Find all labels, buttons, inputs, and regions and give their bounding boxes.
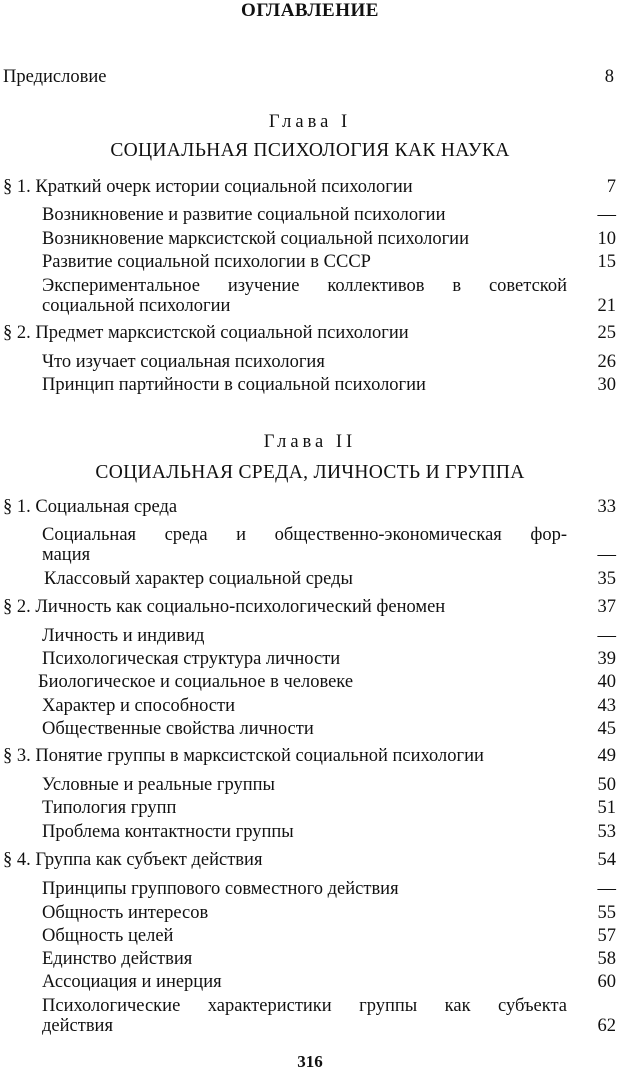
footer-page-number: 316 xyxy=(297,1052,323,1071)
toc-page-number: — xyxy=(597,626,616,646)
toc-page-number: 26 xyxy=(597,352,616,372)
toc-page-number: 57 xyxy=(597,926,616,946)
toc-page-number: 7 xyxy=(606,177,616,197)
toc-section-label: § 2. Предмет марксистской социальной психологии xyxy=(3,323,409,343)
toc-entry-label: Личность и индивид xyxy=(42,626,205,646)
toc-entry-label: Предисловие xyxy=(3,67,107,87)
toc-entry-label: Экспериментальное изучение коллективов в советской xyxy=(42,276,567,296)
toc-section-label: § 1. Краткий очерк истории социальной психологии xyxy=(3,177,413,197)
chapter-title: СОЦИАЛЬНАЯ СРЕДА, ЛИЧНОСТЬ И ГРУППА xyxy=(95,462,525,483)
chapter-title: СОЦИАЛЬНАЯ ПСИХОЛОГИЯ КАК НАУКА xyxy=(110,140,510,161)
toc-page-number: 45 xyxy=(597,719,616,739)
toc-entry-label: Типология групп xyxy=(42,798,177,818)
chapter-number: Глава I xyxy=(268,112,352,132)
toc-page-number: 37 xyxy=(597,597,616,617)
toc-page-number: 58 xyxy=(597,949,616,969)
toc-entry-label: Что изучает социальная психология xyxy=(42,352,325,372)
toc-entry-label: социальной психологии xyxy=(42,296,231,316)
toc-page-number: 10 xyxy=(597,229,616,249)
toc-entry-label: Психологические характеристики группы как субъекта xyxy=(42,996,567,1016)
toc-entry-label: Общность интересов xyxy=(42,903,209,923)
toc-page-number: 51 xyxy=(597,798,616,818)
toc-page-number: 33 xyxy=(597,497,616,517)
toc-page-number: — xyxy=(597,545,616,565)
toc-page-number: 8 xyxy=(604,67,614,87)
toc-entry-label: Проблема контактности группы xyxy=(42,822,294,842)
toc-entry-label: Общность целей xyxy=(42,926,174,946)
toc-page-number: 39 xyxy=(597,649,616,669)
toc-entry-label: Возникновение марксистской социальной психологии xyxy=(42,229,469,249)
toc-page-number: 62 xyxy=(597,1016,616,1036)
toc-entry-label: Возникновение и развитие социальной психологии xyxy=(42,205,446,225)
toc-page-number: 43 xyxy=(597,696,616,716)
toc-entry-label: Единство действия xyxy=(42,949,193,969)
toc-entry-label: мация xyxy=(42,545,91,565)
toc-entry-label: Классовый характер социальной среды xyxy=(44,569,353,589)
toc-entry-label: Принцип партийности в социальной психологии xyxy=(42,375,426,395)
toc-page-number: 25 xyxy=(597,323,616,343)
toc-entry-label: Социальная среда и общественно-экономическая фор- xyxy=(42,525,567,545)
toc-section-label: § 1. Социальная среда xyxy=(3,497,178,517)
toc-entry-label: Развитие социальной психологии в СССР xyxy=(42,252,371,272)
toc-section-label: § 4. Группа как субъект действия xyxy=(3,850,263,870)
toc-page-number: 49 xyxy=(597,746,616,766)
toc-entry-label: Принципы группового совместного действия xyxy=(42,879,399,899)
toc-entry-label: Психологическая структура личности xyxy=(42,649,341,669)
toc-entry-label: Характер и способности xyxy=(42,696,235,716)
toc-entry-label: Биологическое и социальное в человеке xyxy=(38,672,354,692)
toc-page-number: 15 xyxy=(597,252,616,272)
page-title: ОГЛАВЛЕНИЕ xyxy=(241,0,379,21)
toc-page-number: 60 xyxy=(597,972,616,992)
toc-page-number: 40 xyxy=(597,672,616,692)
toc-page-number: 50 xyxy=(597,775,616,795)
toc-section-label: § 2. Личность как социально-психологический феномен xyxy=(3,597,446,617)
toc-page-number: 35 xyxy=(597,569,616,589)
toc-page-number: 30 xyxy=(597,375,616,395)
toc-page-number: 54 xyxy=(597,850,616,870)
toc-entry-label: Общественные свойства личности xyxy=(42,719,314,739)
toc-entry-label: Ассоциация и инерция xyxy=(42,972,222,992)
toc-entry-label: действия xyxy=(42,1016,113,1036)
toc-page-number: 21 xyxy=(597,296,616,316)
toc-page-number: 53 xyxy=(597,822,616,842)
toc-page-number: — xyxy=(597,205,616,225)
toc-page-number: — xyxy=(597,879,616,899)
chapter-number: Глава II xyxy=(263,432,357,452)
toc-entry-label: Условные и реальные группы xyxy=(42,775,275,795)
toc-page-number: 55 xyxy=(597,903,616,923)
toc-section-label: § 3. Понятие группы в марксистской социальной психологии xyxy=(3,746,484,766)
